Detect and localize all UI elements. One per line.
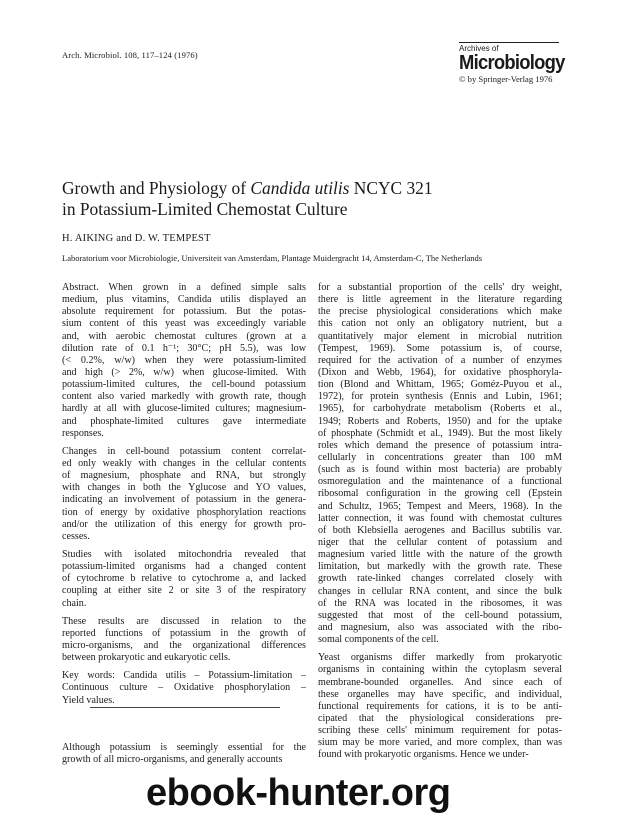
text-line: growth rate-linked changes correlated closely with — [318, 573, 562, 585]
text-line: organisms in containing within the cytoplasm several — [318, 664, 562, 676]
text-line: latter connection, it was found with chemostat cultures — [318, 512, 562, 524]
keywords — [62, 670, 306, 706]
text-line: dilution rate of 0.1 h⁻¹; 30°C; pH 5.5), was low — [62, 342, 306, 354]
title-strain: NCYC 321 — [349, 178, 433, 198]
introduction-start — [62, 742, 306, 766]
text-line: cesses. — [62, 530, 90, 542]
text-line: tion of energy by oxidative phosphorylation reactions — [62, 506, 306, 518]
text-line: of the RNA was located in the ribosomes, it was — [318, 597, 562, 609]
text-line: these organelles may have specific, and individual, — [318, 688, 562, 700]
text-line: this cation not only an obligatory nutrient, but a — [318, 318, 562, 330]
text-line: Key words: Candida utilis – Potassium-limitation – — [62, 670, 306, 682]
text-line: and magnesium, also was associated with the ribo- — [318, 621, 562, 633]
text-line: found with prokaryotic organisms. Hence we under- — [318, 749, 529, 761]
text-line: Continuous culture – Oxidative phosphorylation – — [62, 682, 306, 694]
text-line: and/or the utilization of this energy for growth pro- — [62, 518, 306, 530]
text-line: functional requirements for cations, it is to be anti- — [318, 700, 562, 712]
text-line: required for the activation of a number of enzymes — [318, 354, 562, 366]
journal-citation: Arch. Microbiol. 108, 117–124 (1976) — [62, 50, 198, 60]
text-line: limitation, but markedly with the growth rate. These — [318, 561, 562, 573]
text-line: Abstract. When grown in a defined simple salts — [62, 282, 306, 293]
text-line: ribosomal configuration in the growing cell (Epstein — [318, 488, 562, 500]
text-line: for a substantial proportion of the cells' dry weight, — [318, 282, 562, 293]
text-line: Studies with isolated mitochondria revealed that — [62, 548, 306, 560]
intro-p1 — [318, 282, 562, 646]
watermark: ebook-hunter.org — [146, 772, 451, 814]
title-line-1 — [62, 178, 562, 199]
text-line: potassium-limited organisms had a changed content — [62, 561, 306, 573]
introduction-continued — [318, 282, 562, 761]
text-line: osmoregulation and the maintenance of a functional — [318, 476, 562, 488]
text-line: micro-organisms, and the organizational differences — [62, 639, 306, 651]
text-line: Although potassium is seemingly essential for the — [62, 742, 306, 753]
text-line: and phosphate-limited cultures gave intermediate — [62, 415, 306, 427]
text-line: (Tempest, 1969). Some potassium is, of course, — [318, 342, 562, 354]
text-line: sium may be more varied, and more complex, than was — [318, 737, 562, 749]
text-line: absolute requirement for potassium. But the potas- — [62, 306, 306, 318]
text-line: between prokaryotic and eukaryotic cells. — [62, 652, 231, 664]
text-line: responses. — [62, 427, 104, 439]
text-line: of cytochrome b relative to cytochrome a, and lacked — [62, 573, 306, 585]
text-line: sium content of this yeast was exceedingly variable — [62, 318, 306, 330]
text-line: somal components of the cell. — [318, 634, 439, 646]
text-line: the precise physiological considerations which make — [318, 306, 562, 318]
text-line: potassium-limited cultures, the cell-bound potassium — [62, 379, 306, 391]
affiliation: Laboratorium voor Microbiologie, Universiteit van Amsterdam, Plantage Muidergracht 14, Amsterdam-C, The Netherlands — [62, 253, 483, 263]
text-line: (such as is found within most bacteria) are probably — [318, 464, 562, 476]
title-text: Growth and Physiology of — [62, 178, 251, 198]
text-line: indicating an involvement of potassium in the genera- — [62, 494, 306, 506]
intro-p2 — [318, 652, 562, 761]
abstract — [62, 282, 306, 707]
text-line: and high (> 2%, w/w) when glucose-limited. With — [62, 366, 306, 378]
text-line: medium, plus vitamins, Candida utilis displayed an — [62, 294, 306, 306]
text-line: quantitatively major element in microbial nutrition — [318, 330, 562, 342]
abstract-p2 — [62, 446, 306, 543]
title-species: Candida utilis — [250, 178, 350, 198]
journal-name: Microbiology — [459, 52, 565, 74]
text-line: roles which demand the presence of potassium intra- — [318, 439, 562, 451]
text-line: hardly at all with glucose-limited cultures; magnesium- — [62, 403, 306, 415]
text-line: 1965), for carbohydrate metabolism (Roberts et al., — [318, 403, 562, 415]
text-line: 1949; Roberts and Roberts, 1950) and for the uptake — [318, 415, 562, 427]
text-line: Yeast organisms differ markedly from prokaryotic — [318, 652, 562, 664]
text-line: scribing these cells' minimum requirement for potas- — [318, 725, 562, 737]
text-line: of magnesium, phosphate and RNA, but strongly — [62, 470, 306, 482]
section-divider — [90, 707, 280, 708]
text-line: membrane-bounded organelles. And since each of — [318, 676, 562, 688]
title-line-2: in Potassium-Limited Chemostat Culture — [62, 199, 348, 219]
text-line: (Dixon and Webb, 1964), for oxidative phosphoryla- — [318, 366, 562, 378]
article-title — [62, 178, 562, 220]
abstract-p1 — [62, 282, 306, 440]
abstract-p3 — [62, 549, 306, 610]
text-line: Changes in cell-bound potassium content correlat- — [62, 445, 306, 457]
abstract-p4 — [62, 616, 306, 665]
text-line: with changes in both the Yglucose and YO values, — [62, 482, 306, 494]
text-line: niger that the cellular content of potassium and — [318, 536, 562, 548]
text-line: coupling at either site 2 or site 3 of the respiratory — [62, 585, 306, 597]
text-line: 1972), for protein synthesis (Ennis and Lubin, 1961; — [318, 391, 562, 403]
copyright-notice: © by Springer-Verlag 1976 — [459, 74, 553, 84]
text-line: of both Klebsiella aerogenes and Bacillus subtilis var. — [318, 524, 562, 536]
text-line: content also varied markedly with growth rate, though — [62, 391, 306, 403]
text-line: and, with aerobic chemostat cultures (grown at a — [62, 330, 306, 342]
text-line: (< 0.2%, w/w) when they were potassium-limited — [62, 354, 306, 366]
text-line: ed only weakly with changes in the cellular contents — [62, 457, 306, 469]
text-line: growth of all micro-organisms, and generally accounts — [62, 754, 283, 766]
text-line: changes in cellular RNA content, and since the bulk — [318, 585, 562, 597]
text-line: cipated that the physiological considerations pre- — [318, 712, 562, 724]
text-line: tion (Blond and Whittam, 1965; Goméz-Puyou et al., — [318, 379, 562, 391]
text-line: chain. — [62, 597, 87, 609]
text-line: magnesium varied little with the nature of the growth — [318, 549, 562, 561]
authors: H. AIKING and D. W. TEMPEST — [62, 233, 211, 244]
text-line: there is little agreement in the literature regarding — [318, 294, 562, 306]
journal-prefix: Archives of — [459, 42, 559, 53]
text-line: reported functions of potassium in the growth of — [62, 627, 306, 639]
text-line: of phosphate (Schmidt et al., 1949). But the most likely — [318, 427, 562, 439]
text-line: These results are discussed in relation to the — [62, 615, 306, 627]
text-line: cellularly in concentrations greater than 100 mM — [318, 451, 562, 463]
text-line: Yield values. — [62, 694, 115, 706]
text-line: and Schultz, 1965; Tempest and Meers, 1968). In the — [318, 500, 562, 512]
text-line: suggested that most of the cell-bound potassium, — [318, 609, 562, 621]
journal-logo — [459, 42, 565, 84]
